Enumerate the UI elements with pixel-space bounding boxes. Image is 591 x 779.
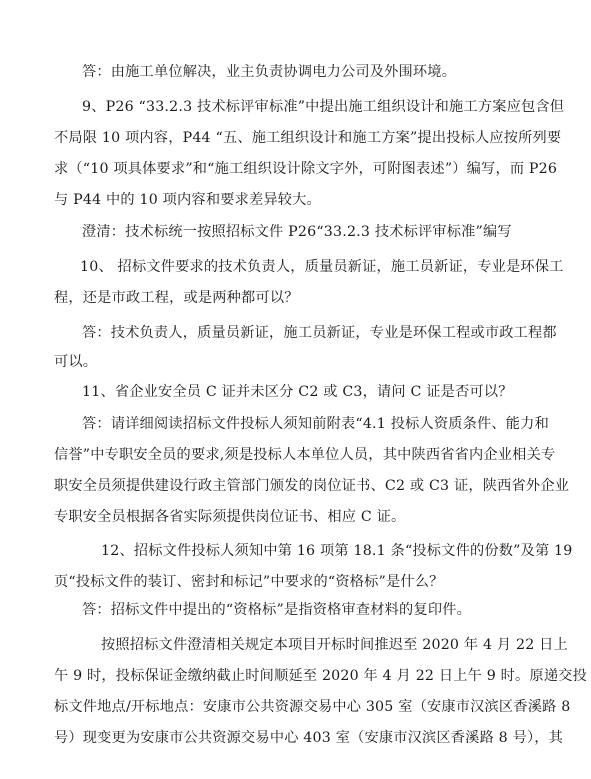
answer-12-line: 答：招标文件中提出的“资格标”是指资格审查材料的复印件。 xyxy=(82,602,471,618)
question-9-line-1: 9、P26 “33.2.3 技术标评审标准”中提出施工组织设计和施工方案应包含但 xyxy=(82,99,565,115)
question-10-line-2: 程，还是市政工程，或是两种都可以？ xyxy=(54,290,299,306)
question-9-line-4: 与 P44 中的 10 项内容和要求差异较大。 xyxy=(54,192,321,208)
question-10-line-1: 10、 招标文件要求的技术负责人，质量员新证，施工员新证，专业是环保工 xyxy=(80,259,564,275)
answer-line: 答：由施工单位解决，业主负责协调电力公司及外围环境。 xyxy=(82,64,457,80)
notice-line-1: 按照招标文件澄清相关规定本项目开标时间推迟至 2020 年 4 月 22 日上 xyxy=(101,637,568,653)
question-9-line-2: 不局限 10 项内容，P44 “五、施工组织设计和施工方案”提出投标人应按所列要 xyxy=(54,130,562,146)
answer-11-line-4: 专职安全员根据各省实际须提供岗位证书、相应 C 证。 xyxy=(54,509,406,525)
answer-11-line-3: 职安全员须提供建设行政主管部门颁发的岗位证书、C2 或 C3 证，陕西省外企业 xyxy=(54,478,570,494)
question-9-line-3: 求（“10 项具体要求”和“施工组织设计除文字外，可附图表述”）编写，而 P26 xyxy=(54,161,558,177)
notice-line-3: 标文件地点/开标地点：安康市公共资源交易中心 305 室（安康市汉滨区香溪路 8 xyxy=(54,699,571,715)
question-12-line-1: 12、招标文件投标人须知中第 16 项第 18.1 条“投标文件的份数”及第 19 xyxy=(101,543,573,559)
answer-11-line-1: 答：请详细阅读招标文件投标人须知前附表“4.1 投标人资质条件、能力和 xyxy=(82,416,549,432)
answer-11-line-2: 信誉”中专职安全员的要求,须是投标人本单位人员，其中陕西省省内企业相关专 xyxy=(54,447,556,463)
question-11-line: 11、省企业安全员 C 证并未区分 C2 或 C3，请问 C 证是否可以？ xyxy=(82,384,513,400)
notice-line-4: 号）现变更为安康市公共资源交易中心 403 室（安康市汉滨区香溪路 8 号），其 xyxy=(54,730,564,746)
answer-10-line-2: 可以。 xyxy=(54,354,98,370)
question-12-line-2: 页“投标文件的装订、密封和标记”中要求的“资格标”是什么？ xyxy=(54,574,444,590)
clarification-line: 澄清：技术标统一按照招标文件 P26“33.2.3 技术标评审标准”编写 xyxy=(82,224,512,240)
notice-line-2: 午 9 时，投标保证金缴纳截止时间顺延至 2020 年 4 月 22 日上午 9 时。原递交投 xyxy=(54,668,587,684)
answer-10-line-1: 答：技术负责人，质量员新证，施工员新证，专业是环保工程或市政工程都 xyxy=(82,325,557,341)
